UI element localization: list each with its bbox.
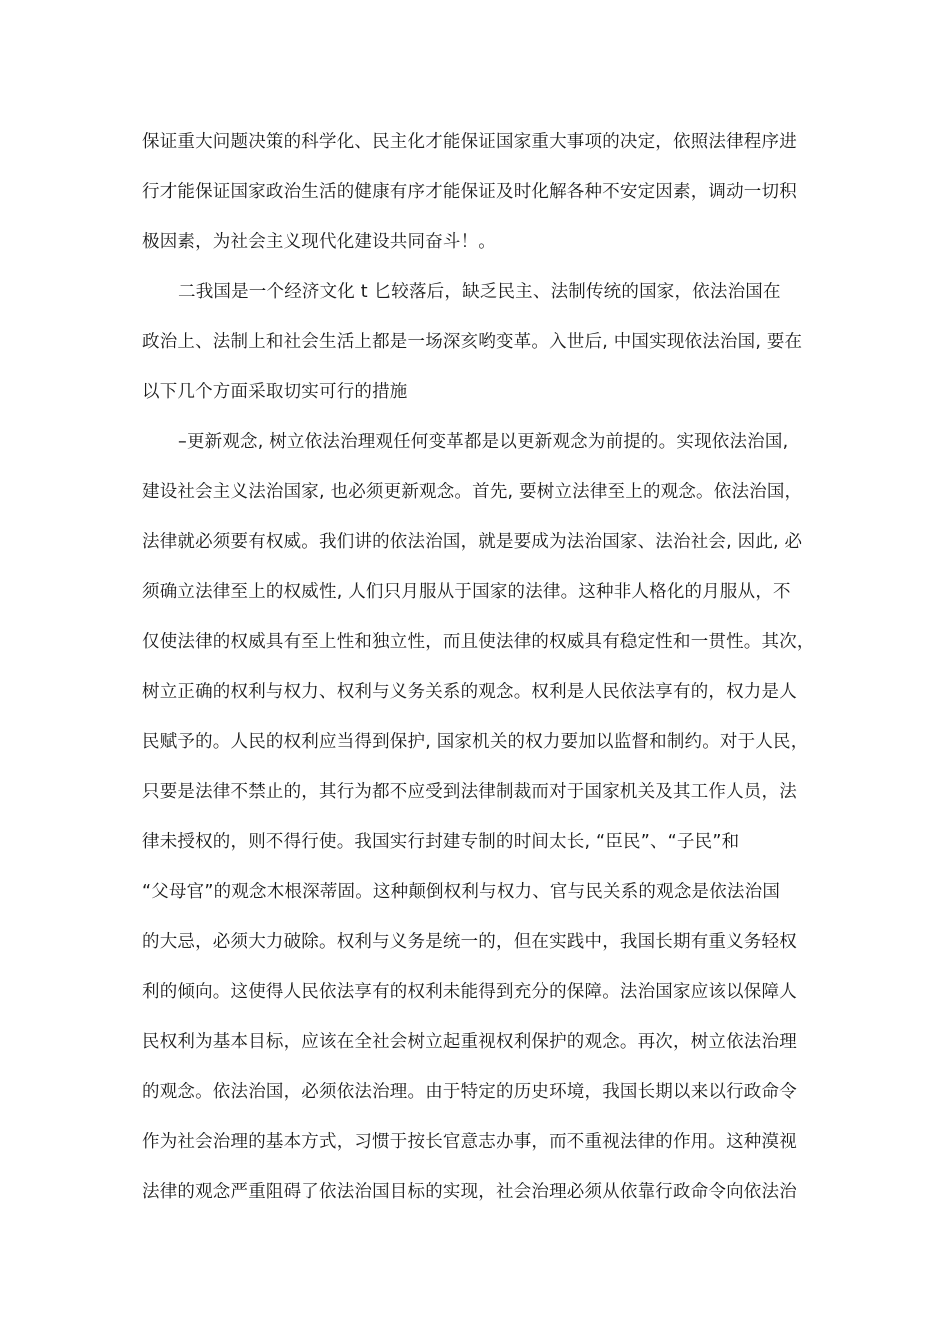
text-line: 只要是法律不禁止的，其行为都不应受到法律制裁而对于国家机关及其工作人员，法 [142,782,797,802]
text-line: 树立正确的权利与权力、权利与义务关系的观念。权利是人民依法享有的，权力是人 [142,682,797,702]
text-line: 二我国是一个经济文化 t 匕较落后，缺乏民主、法制传统的国家，依法治国在 [178,282,781,302]
text-line: 极因素，为社会主义现代化建设共同奋斗！。 [142,232,496,252]
text-line: 利的倾向。这使得人民依法享有的权利未能得到充分的保障。法治国家应该以保障人 [142,982,797,1002]
text-line: 须确立法律至上的权威性, 人们只月服从于国家的法律。这种非人格化的月服从，不 [142,582,791,602]
text-line: 民权利为基本目标，应该在全社会树立起重视权利保护的观念。再次，树立依法治理 [142,1032,797,1052]
text-line: 建设社会主义法治国家, 也必须更新观念。首先, 要树立法律至上的观念。依法治国， [142,482,803,502]
text-line: 作为社会治理的基本方式，习惯于按长官意志办事，而不重视法律的作用。这种漠视 [142,1132,797,1152]
text-line: 法律的观念严重阻碍了依法治国目标的实现，社会治理必须从依靠行政命令向依法治 [142,1182,797,1202]
text-line: 律未授权的，则不得行使。我国实行封建专制的时间太长, “臣民”、“子民”和 [142,832,740,852]
text-line: 的观念。依法治国，必须依法治理。由于特定的历史环境，我国长期以来以行政命令 [142,1082,797,1102]
text-line: –更新观念, 树立依法治理观任何变革都是以更新观念为前提的。实现依法治国, [178,432,789,452]
text-line: 仅使法律的权威具有至上性和独立性，而且使法律的权威具有稳定性和一贯性。其次， [142,632,815,652]
text-line: 政治上、法制上和社会生活上都是一场深亥哟变革。入世后, 中国实现依法治国, 要在 [142,332,803,352]
text-line: 法律就必须要有权威。我们讲的依法治国，就是要成为法治国家、法治社会, 因此, 必 [142,532,803,552]
text-line: 保证重大问题决策的科学化、民主化才能保证国家重大事项的决定，依照法律程序进 [142,132,797,152]
text-line: 行才能保证国家政治生活的健康有序才能保证及时化解各种不安定因素，调动一切积 [142,182,797,202]
text-line: 的大忌，必须大力破除。权利与义务是统一的，但在实践中，我国长期有重义务轻权 [142,932,797,952]
text-line: 以下几个方面采取切实可行的措施 [142,382,408,402]
text-line: 民赋予的。人民的权利应当得到保护, 国家机关的权力要加以监督和制约。对于人民， [142,732,809,752]
text-line: “父母官”的观念木根深蒂固。这种颠倒权利与权力、官与民关系的观念是依法治国 [142,882,781,902]
